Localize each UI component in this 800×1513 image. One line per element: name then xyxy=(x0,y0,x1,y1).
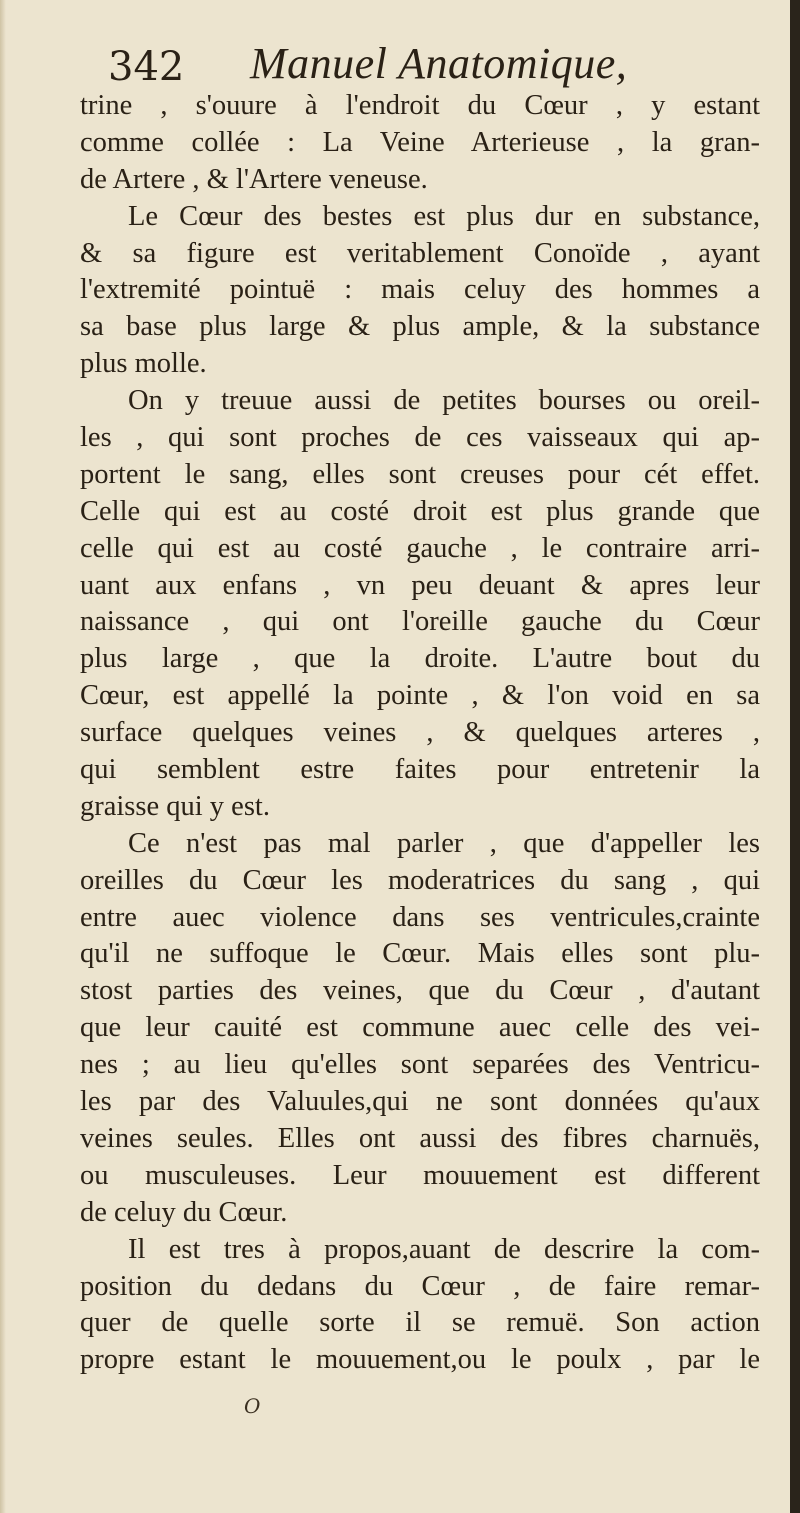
text-line: de Artere , & l'Artere veneuse. xyxy=(80,163,428,195)
signature-mark: O xyxy=(244,1394,261,1418)
text-line: que leur cauité est commune auec celle des vei- xyxy=(80,1012,760,1044)
text-line: trine , s'ouure à l'endroit du Cœur , y estant xyxy=(80,90,760,121)
text-line: qui semblent estre faites pour entretenir la xyxy=(80,754,760,786)
text-line: stost parties des veines, que du Cœur , d'autant xyxy=(80,975,760,1007)
text-line: Il est tres à propos,auant de descrire la com- xyxy=(128,1233,760,1265)
page-gutter-shadow xyxy=(0,0,6,1513)
text-line: graisse qui y est. xyxy=(80,790,270,822)
body-text xyxy=(80,88,760,1379)
text-line: uant aux enfans , vn peu deuant & apres leur xyxy=(80,569,760,601)
text-line: comme collée : La Veine Arterieuse , la gran- xyxy=(80,126,760,158)
text-line: portent le sang, elles sont creuses pour cét effet. xyxy=(80,458,760,490)
page-number: 342 xyxy=(108,44,185,90)
text-line: propre estant le mouuement,ou le poulx , par le xyxy=(80,1344,760,1376)
text-line: oreilles du Cœur les moderatrices du sang , qui xyxy=(80,864,760,896)
text-line: plus molle. xyxy=(80,348,207,380)
text-line: plus large , que la droite. L'autre bout du xyxy=(80,643,760,675)
text-line: ou musculeuses. Leur mouuement est different xyxy=(80,1159,760,1191)
text-line: Celle qui est au costé droit est plus grande que xyxy=(80,495,760,527)
text-line: Le Cœur des bestes est plus dur en substance, xyxy=(128,200,760,232)
text-line: nes ; au lieu qu'elles sont separées des Ventricu- xyxy=(80,1049,760,1081)
text-line: position du dedans du Cœur , de faire remar- xyxy=(80,1270,760,1302)
text-line: les par des Valuules,qui ne sont données qu'aux xyxy=(80,1086,760,1118)
text-line: surface quelques veines , & quelques arteres , xyxy=(80,717,760,749)
text-line: & sa figure est veritablement Conoïde , ayant xyxy=(80,237,760,269)
text-line: veines seules. Elles ont aussi des fibres charnuës, xyxy=(80,1122,760,1154)
text-line: Ce n'est pas mal parler , que d'appeller les xyxy=(128,827,760,859)
text-line: qu'il ne suffoque le Cœur. Mais elles sont plu- xyxy=(80,938,760,970)
text-line: les , qui sont proches de ces vaisseaux qui ap- xyxy=(80,422,760,454)
running-title: Manuel Anatomique, xyxy=(250,39,628,88)
page-edge xyxy=(790,0,800,1513)
text-line: sa base plus large & plus ample, & la substance xyxy=(80,311,760,343)
text-line: de celuy du Cœur. xyxy=(80,1196,288,1228)
text-line: naissance , qui ont l'oreille gauche du Cœur xyxy=(80,606,760,638)
text-line: Cœur, est appellé la pointe , & l'on void en sa xyxy=(80,680,760,712)
text-line: celle qui est au costé gauche , le contraire arri- xyxy=(80,532,760,564)
text-line: On y treuue aussi de petites bourses ou oreil- xyxy=(128,385,760,417)
text-line: l'extremité pointuë : mais celuy des hommes a xyxy=(80,274,760,306)
text-line: entre auec violence dans ses ventricules,crainte xyxy=(80,901,760,933)
text-line: quer de quelle sorte il se remuë. Son action xyxy=(80,1307,760,1339)
